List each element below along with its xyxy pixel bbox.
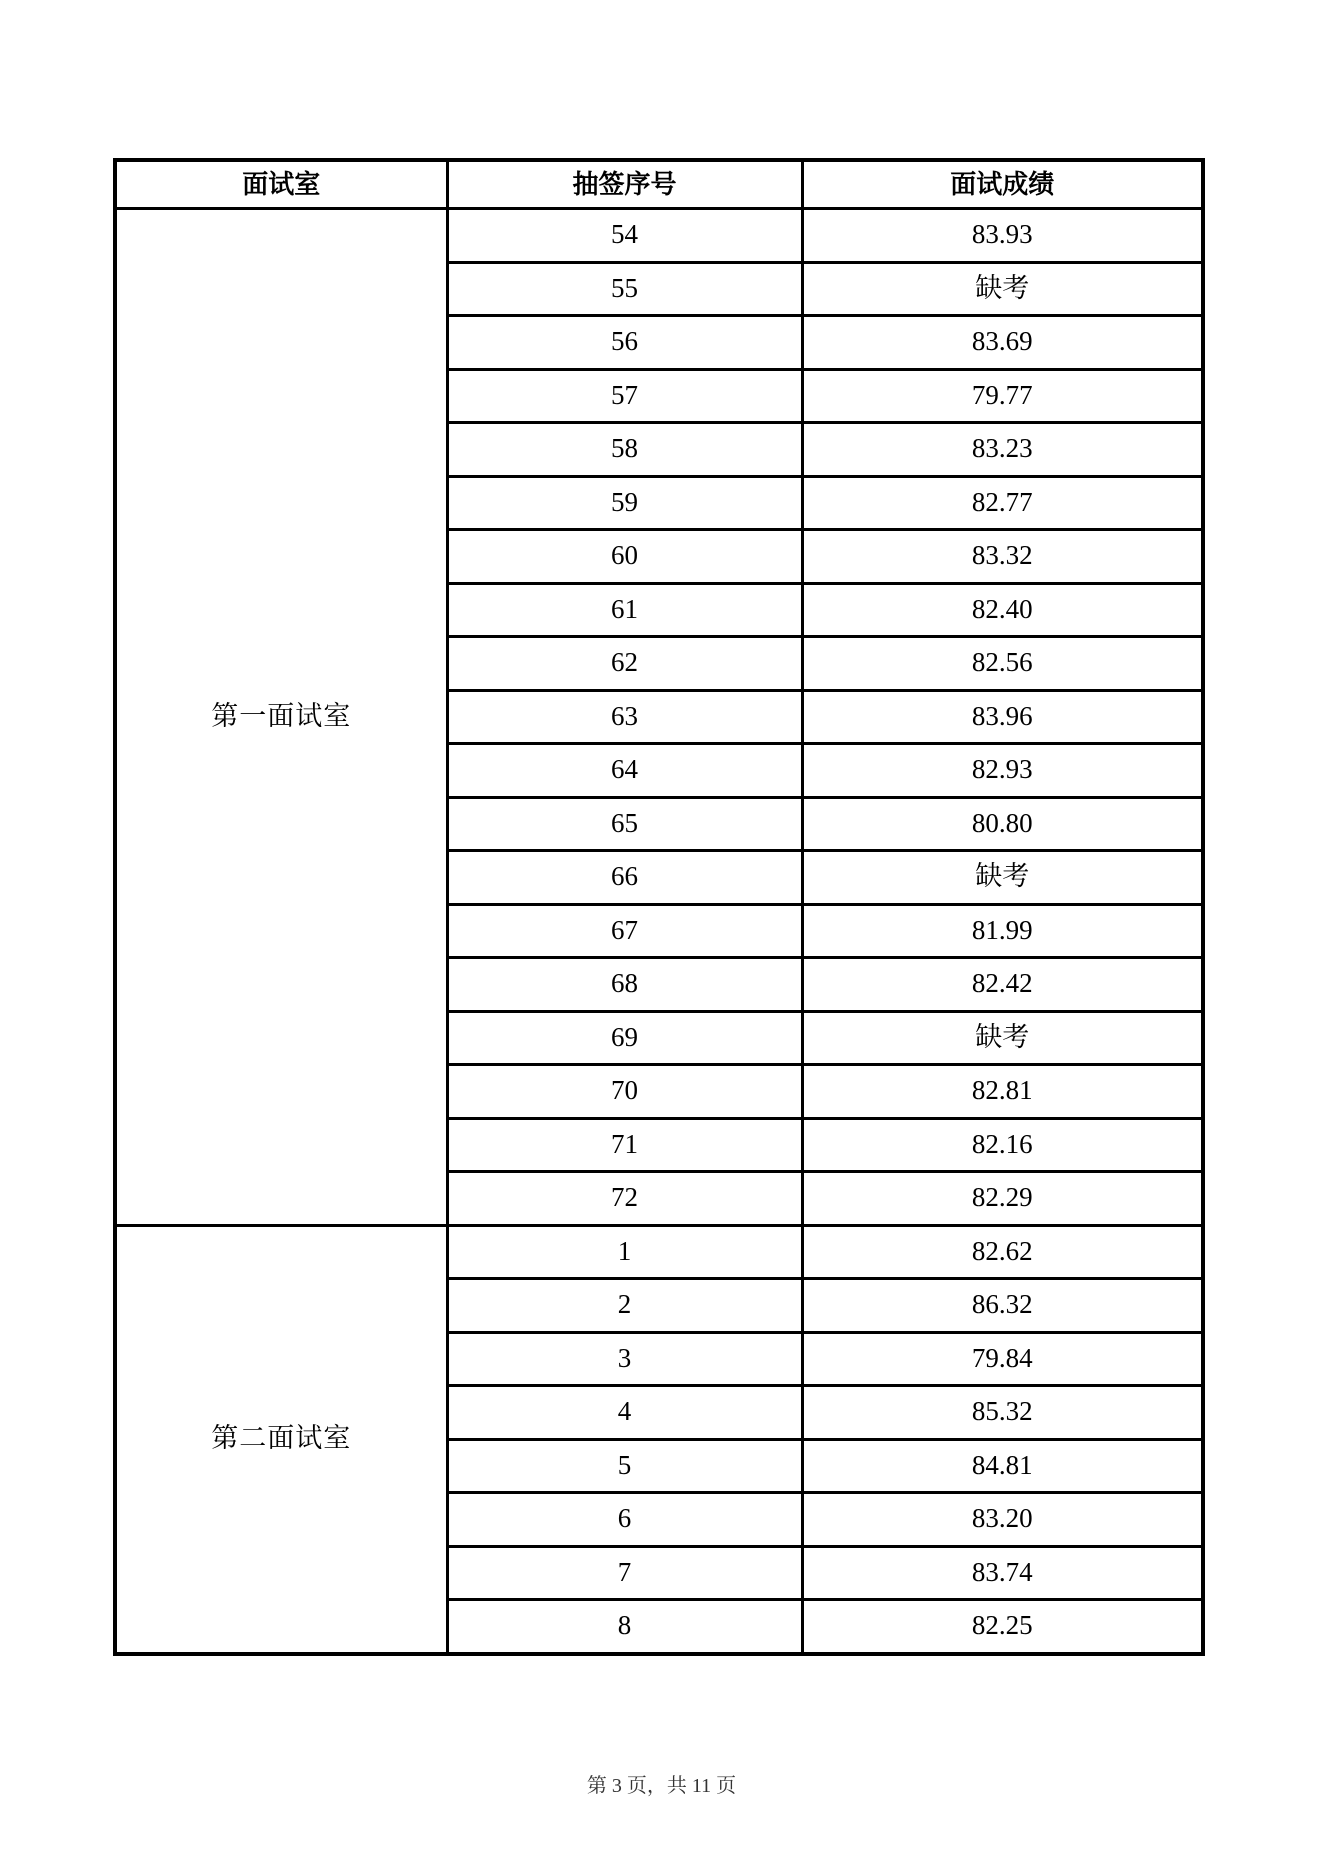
score-cell: 缺考 — [802, 851, 1203, 905]
serial-number-cell: 71 — [447, 1118, 802, 1172]
serial-number-cell: 68 — [447, 958, 802, 1012]
serial-number-cell: 63 — [447, 690, 802, 744]
score-cell: 83.32 — [802, 530, 1203, 584]
score-cell: 82.81 — [802, 1065, 1203, 1119]
score-cell: 82.25 — [802, 1600, 1203, 1654]
serial-number-cell: 57 — [447, 369, 802, 423]
serial-number-cell: 54 — [447, 209, 802, 263]
score-cell: 缺考 — [802, 262, 1203, 316]
serial-number-cell: 67 — [447, 904, 802, 958]
score-cell: 84.81 — [802, 1439, 1203, 1493]
score-cell: 82.29 — [802, 1172, 1203, 1226]
score-cell: 82.42 — [802, 958, 1203, 1012]
serial-number-cell: 66 — [447, 851, 802, 905]
header-cell-serial: 抽签序号 — [447, 160, 802, 209]
score-cell: 80.80 — [802, 797, 1203, 851]
serial-number-cell: 65 — [447, 797, 802, 851]
serial-number-cell: 6 — [447, 1493, 802, 1547]
interview-score-table — [113, 158, 1205, 1656]
score-cell: 83.23 — [802, 423, 1203, 477]
header-cell-room: 面试室 — [115, 160, 447, 209]
serial-number-cell: 7 — [447, 1546, 802, 1600]
serial-number-cell: 55 — [447, 262, 802, 316]
score-cell: 缺考 — [802, 1011, 1203, 1065]
serial-number-cell: 61 — [447, 583, 802, 637]
score-cell: 83.96 — [802, 690, 1203, 744]
serial-number-cell: 69 — [447, 1011, 802, 1065]
serial-number-cell: 1 — [447, 1225, 802, 1279]
score-cell: 82.77 — [802, 476, 1203, 530]
score-cell: 82.16 — [802, 1118, 1203, 1172]
score-cell: 82.93 — [802, 744, 1203, 798]
serial-number-cell: 56 — [447, 316, 802, 370]
serial-number-cell: 3 — [447, 1332, 802, 1386]
score-cell: 82.62 — [802, 1225, 1203, 1279]
page-number-footer: 第 3 页，共 11 页 — [586, 1775, 737, 1797]
score-cell: 83.74 — [802, 1546, 1203, 1600]
serial-number-cell: 64 — [447, 744, 802, 798]
serial-number-cell: 70 — [447, 1065, 802, 1119]
serial-number-cell: 72 — [447, 1172, 802, 1226]
serial-number-cell: 8 — [447, 1600, 802, 1654]
score-cell: 79.84 — [802, 1332, 1203, 1386]
room-cell: 第二面试室 — [115, 1225, 447, 1654]
serial-number-cell: 60 — [447, 530, 802, 584]
serial-number-cell: 4 — [447, 1386, 802, 1440]
serial-number-cell: 62 — [447, 637, 802, 691]
score-cell: 83.20 — [802, 1493, 1203, 1547]
header-cell-score: 面试成绩 — [802, 160, 1203, 209]
serial-number-cell: 2 — [447, 1279, 802, 1333]
serial-number-cell: 5 — [447, 1439, 802, 1493]
score-cell: 79.77 — [802, 369, 1203, 423]
table-header-row — [115, 160, 1203, 209]
score-cell: 85.32 — [802, 1386, 1203, 1440]
table-row — [115, 209, 1203, 263]
serial-number-cell: 58 — [447, 423, 802, 477]
serial-number-cell: 59 — [447, 476, 802, 530]
score-cell: 83.69 — [802, 316, 1203, 370]
score-cell: 83.93 — [802, 209, 1203, 263]
score-cell: 86.32 — [802, 1279, 1203, 1333]
table-row — [115, 1225, 1203, 1279]
score-cell: 81.99 — [802, 904, 1203, 958]
score-cell: 82.40 — [802, 583, 1203, 637]
score-cell: 82.56 — [802, 637, 1203, 691]
room-cell: 第一面试室 — [115, 209, 447, 1226]
